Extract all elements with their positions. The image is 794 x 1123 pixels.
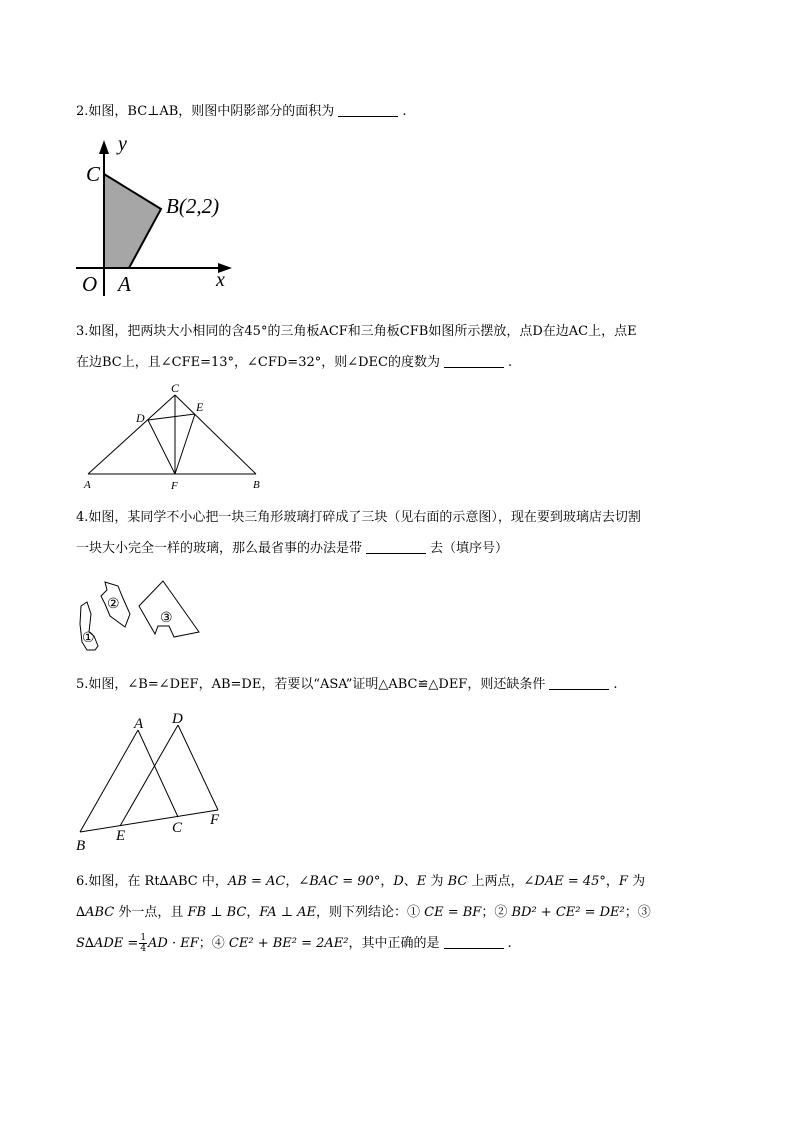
q3-label-B: B <box>253 479 260 491</box>
q5-answer-blank[interactable] <box>549 675 609 690</box>
q5-text: 5.如图，∠B=∠DEF，AB=DE，若要以“ASA”证明△ABC≌△DEF，则还缺条件 <box>76 677 546 692</box>
q4-line-1: 4.如图，某同学不小心把一块三角形玻璃打碎成了三块（见右面的示意图），现在要到玻璃店去切割 <box>76 510 641 525</box>
q3-figure <box>78 380 268 492</box>
q6-line-1: 6.如图，在 Rt∆ABC 中，AB = AC，∠BAC = 90°，D、E 为 BC 上两点，∠DAE = 45°，F 为 <box>76 874 646 889</box>
q4-label-1: ① <box>82 631 95 646</box>
q5-label-D: D <box>172 711 183 727</box>
q3-label-F: F <box>171 480 178 492</box>
q2-shaded-region <box>104 174 161 268</box>
q2-label-x: x <box>216 269 225 291</box>
q4-line-2: 一块大小完全一样的玻璃，那么最省事的办法是带 去（填序号） <box>76 541 509 556</box>
q2-figure <box>70 128 250 298</box>
question-5: 5.如图，∠B=∠DEF，AB=DE，若要以“ASA”证明△ABC≌△DEF，则还缺条件 . <box>76 677 618 692</box>
question-6 <box>76 866 720 959</box>
q3-label-E: E <box>196 400 204 414</box>
question-2: 2.如图，BC⊥AB，则图中阴影部分的面积为 . <box>76 104 407 119</box>
q3-line-2: 在边BC上，且∠CFE=13°，∠CFD=32°，则∠DEC的度数为 . <box>76 355 513 370</box>
q4-label-3: ③ <box>160 611 173 626</box>
q2-y-arrow <box>99 140 109 154</box>
q6-answer-blank[interactable] <box>444 934 504 949</box>
q2-label-y: y <box>118 133 127 155</box>
q5-label-E: E <box>116 828 126 844</box>
q4-answer-blank[interactable] <box>366 539 426 554</box>
question-3 <box>76 316 720 378</box>
q5-label-F: F <box>210 812 220 828</box>
q2-text: 2.如图，BC⊥AB，则图中阴影部分的面积为 <box>76 104 335 119</box>
q5-label-B: B <box>76 838 86 854</box>
q6-line-2: ∆ABC 外一点，且 FB ⊥ BC，FA ⊥ AE，则下列结论：① CE = BF；② BD² + CE² = DE²；③ <box>76 905 651 920</box>
q2-answer-blank[interactable] <box>338 102 398 117</box>
q4-figure <box>74 574 204 654</box>
q5-figure <box>70 706 230 856</box>
q3-label-A: A <box>84 479 91 491</box>
q2-label-C: C <box>86 162 101 186</box>
q4-piece-3 <box>139 581 199 637</box>
q3-answer-blank[interactable] <box>444 353 504 368</box>
q5-label-A: A <box>134 716 144 732</box>
q5-label-C: C <box>172 820 183 836</box>
q6-fraction: $\frac{1}{4}$ <box>140 933 147 954</box>
q3-line-1: 3.如图，把两块大小相同的含45°的三角板ACF和三角板CFB如图所示摆放，点D在边AC上，点E <box>76 324 637 339</box>
q6-line-3: S∆ADE = $\frac{1}{4}$ AD · EF；④ CE² + BE² = 2AE²，其中正确的是 . <box>76 933 512 954</box>
q3-label-D: D <box>136 411 145 425</box>
q2-label-A: A <box>118 272 131 296</box>
q2-label-B: B(2,2) <box>166 194 220 218</box>
question-4 <box>76 502 720 564</box>
q4-label-2: ② <box>107 597 120 612</box>
q2-label-O: O <box>82 272 98 296</box>
q3-label-C: C <box>171 381 180 395</box>
